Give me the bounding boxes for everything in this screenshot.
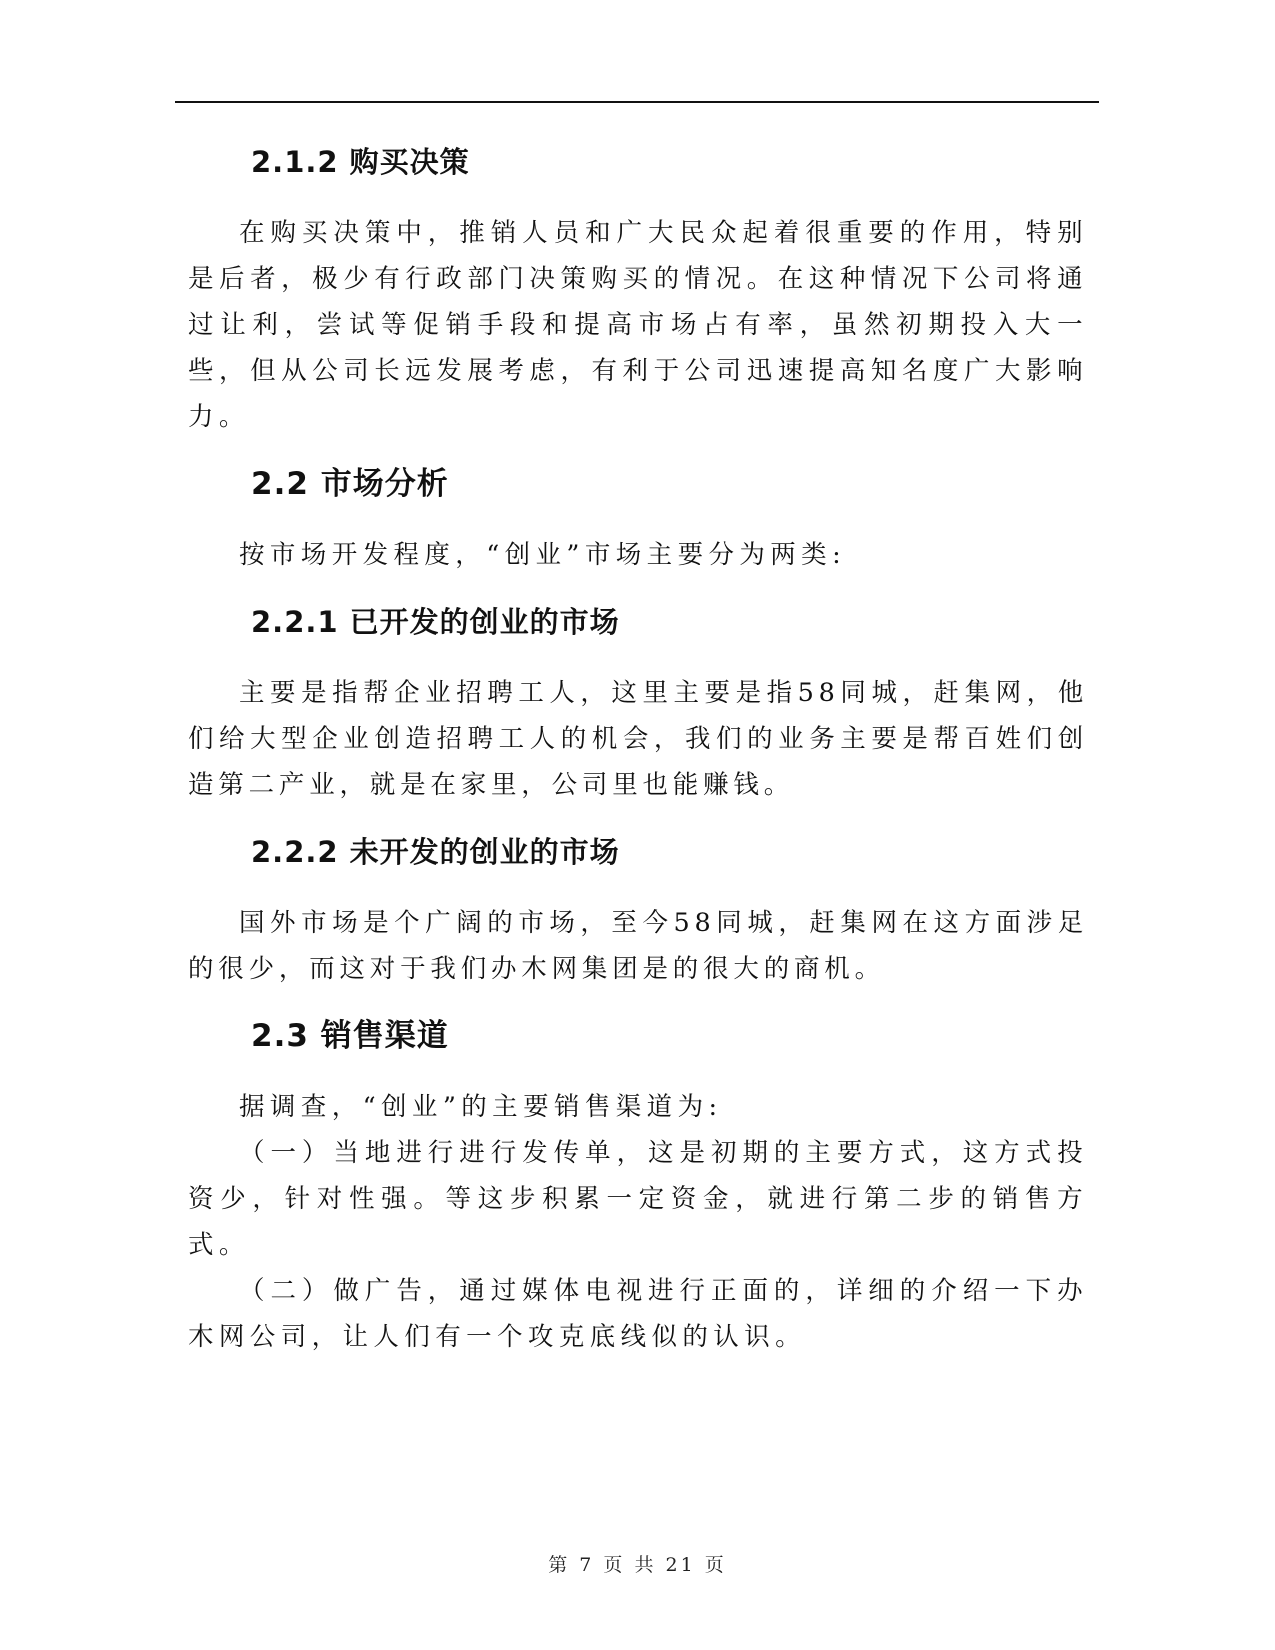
paragraph-purchase-decision: 在购买决策中，推销人员和广大民众起着很重要的作用，特别是后者，极少有行政部门决策购买的情况。在这种情况下公司将通过让利，尝试等促销手段和提高市场占有率，虽然初期投入大一些，但从公司长远发展考虑，有利于公司迅速提高知名度广大影响力。 [188,218,1088,432]
section-heading-2-2-1: 2.2.1 已开发的创业的市场 [251,605,620,639]
section-heading-2-3: 2.3 销售渠道 [251,1018,449,1054]
page-footer: 第 7 页 共 21 页 [548,1554,727,1576]
paragraph-sales-channels-intro: 据调查，“创业”的主要销售渠道为: [239,1092,723,1122]
paragraph-developed-market: 主要是指帮企业招聘工人，这里主要是指58同城，赶集网，他们给大型企业创造招聘工人的机会，我们的业务主要是帮百姓们创造第二产业，就是在家里，公司里也能赚钱。 [188,678,1088,800]
paragraph-undeveloped-market: 国外市场是个广阔的市场，至今58同城，赶集网在这方面涉足的很少，而这对于我们办木网集团是的很大的商机。 [188,908,1088,984]
paragraph-sales-channel-2: （二）做广告，通过媒体电视进行正面的，详细的介绍一下办木网公司，让人们有一个攻克底线似的认识。 [188,1276,1088,1352]
header-rule [175,101,1099,103]
paragraph-market-analysis: 按市场开发程度，“创业”市场主要分为两类: [239,540,847,570]
section-heading-2-2-2: 2.2.2 未开发的创业的市场 [251,835,620,869]
paragraph-sales-channel-1: （一）当地进行进行发传单，这是初期的主要方式，这方式投资少，针对性强。等这步积累一定资金，就进行第二步的销售方式。 [188,1138,1088,1260]
document-body [188,140,1088,1360]
section-heading-2-1-2: 2.1.2 购买决策 [251,145,470,179]
section-heading-2-2: 2.2 市场分析 [251,466,449,502]
